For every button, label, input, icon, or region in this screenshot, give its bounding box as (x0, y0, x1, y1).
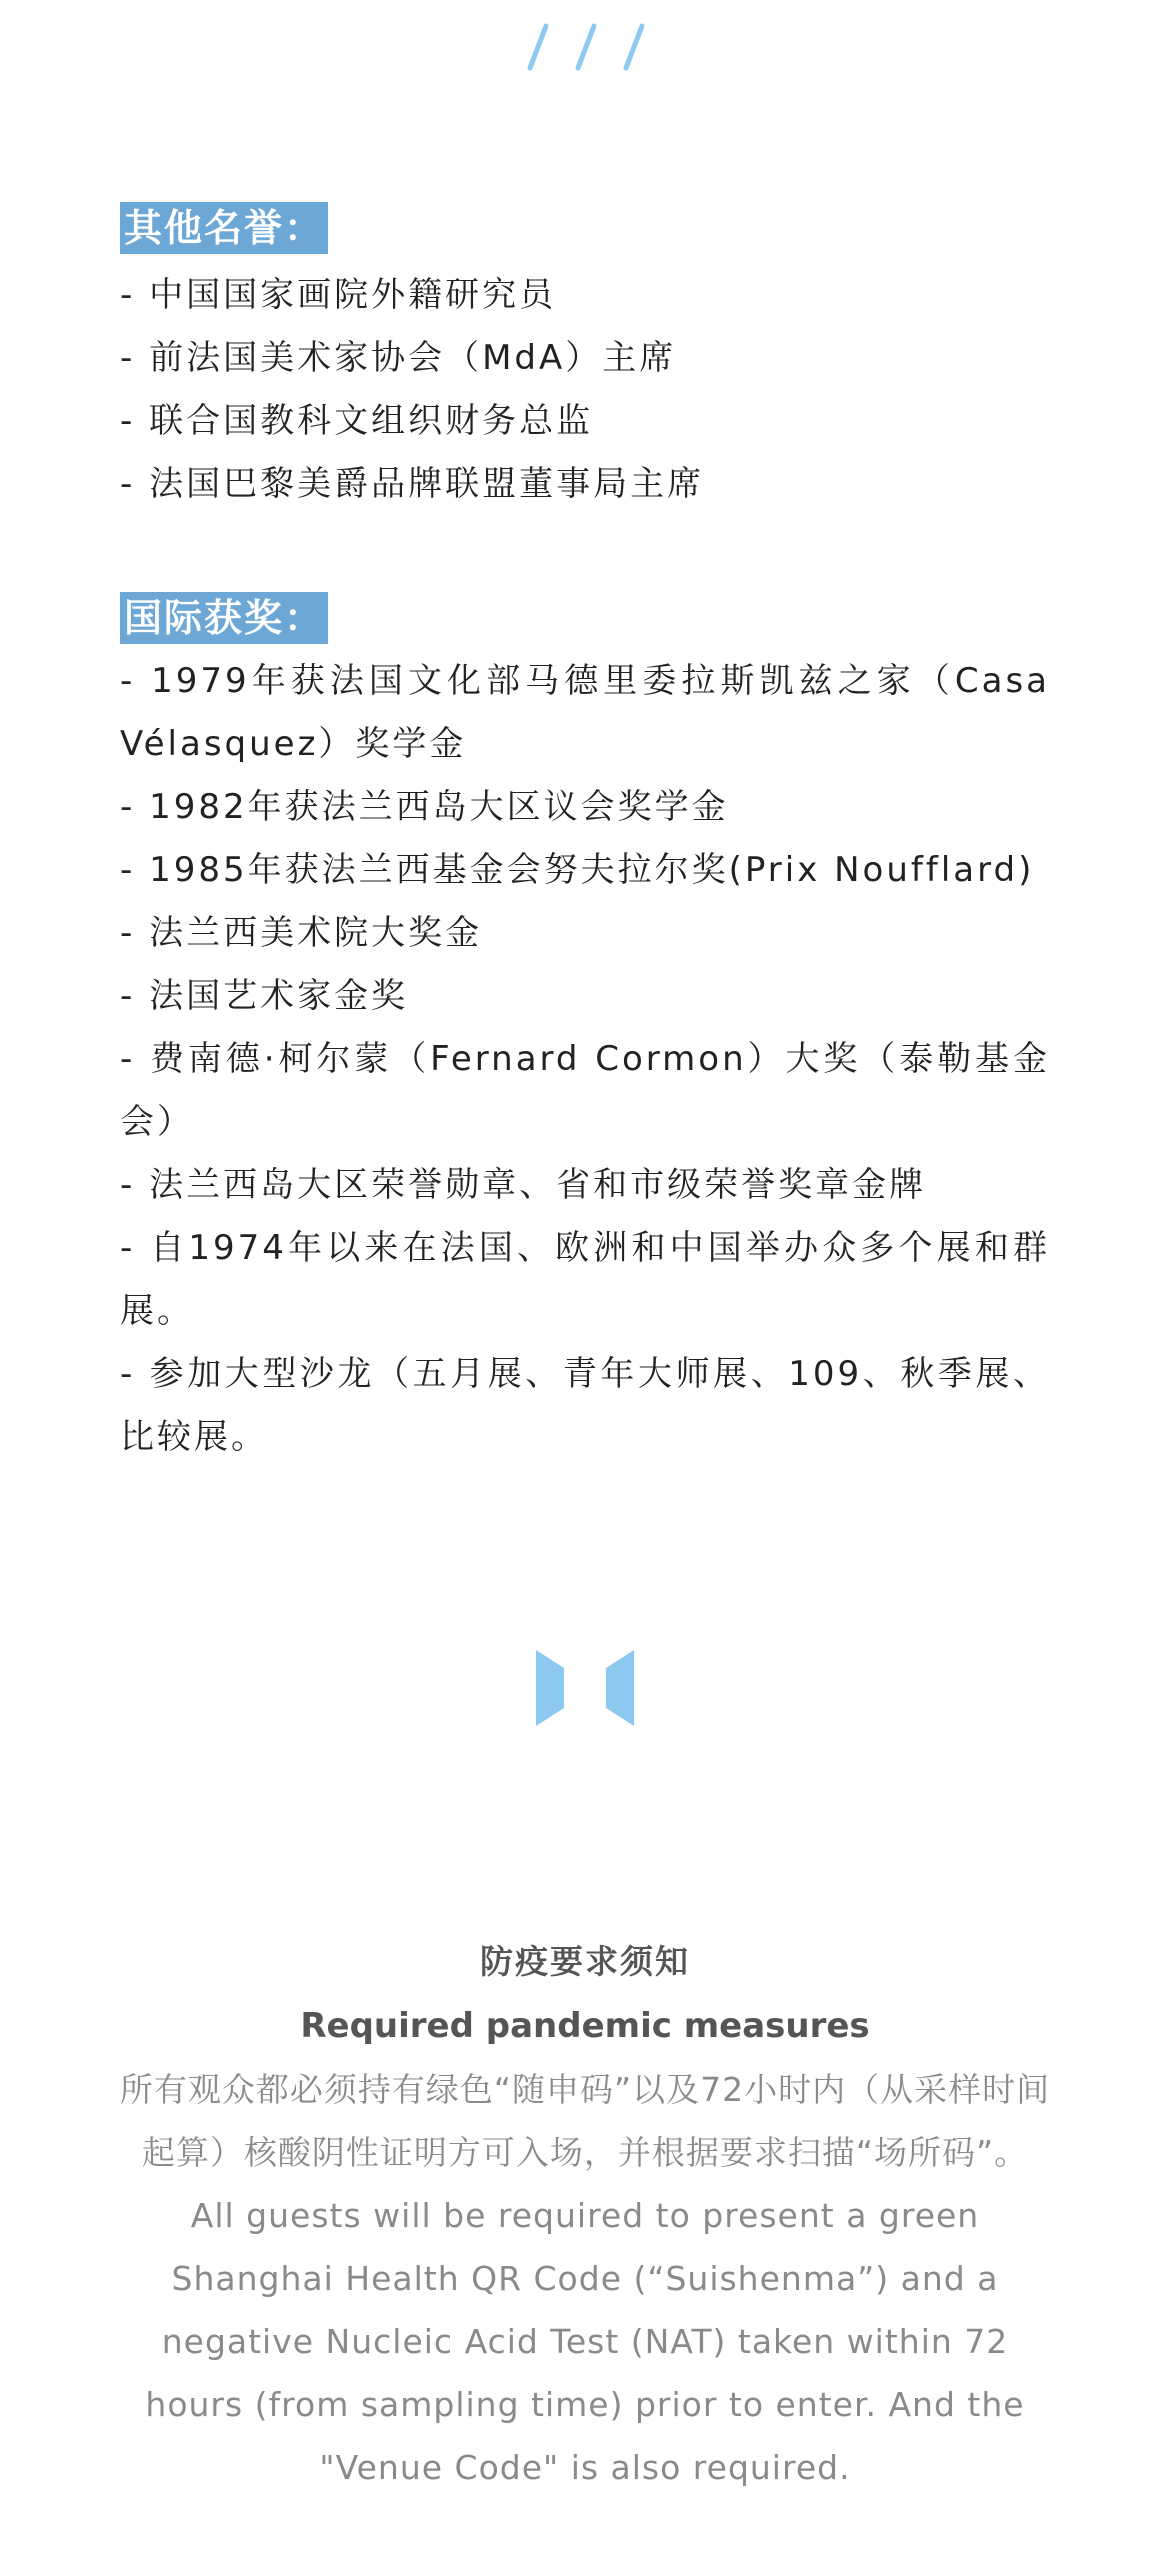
honor-item: - 法国巴黎美爵品牌联盟董事局主席 (120, 464, 705, 504)
award-item: - 法兰西岛大区荣誉勋章、省和市级荣誉奖章金牌 (120, 1165, 927, 1205)
slash-mark (626, 26, 642, 68)
award-item: - 参加大型沙龙（五月展、青年大师展、109、秋季展、比较展。 (120, 1354, 1050, 1457)
notice-title-cn: 防疫要求须知 (480, 1942, 690, 1981)
slash-divider-decoration (0, 22, 1170, 72)
honors-heading: 其他名誉： (120, 202, 328, 254)
awards-heading: 国际获奖： (120, 592, 328, 644)
notice-body-en: All guests will be required to present a green Shanghai Health QR Code (“Suishenma”) and a negative Nucleic Acid Test (NAT) taken within 72 hours (from sampling time) prior to enter. And the "Venue Code" is also required. (145, 2196, 1025, 2487)
right-wedge (606, 1650, 634, 1726)
honor-item: - 联合国教科文组织财务总监 (120, 401, 594, 441)
award-item: - 1979年获法国文化部马德里委拉斯凯兹之家（Casa Vélasquez）奖学金 (120, 661, 1050, 764)
notice-body-cn: 所有观众都必须持有绿色“随申码”以及72小时内（从采样时间起算）核酸阴性证明方可入场，并根据要求扫描“场所码”。 (119, 2070, 1051, 2172)
slash-mark (578, 26, 594, 68)
award-item: - 1985年获法兰西基金会努夫拉尔奖(Prix Noufflard) (120, 850, 1035, 890)
pandemic-notice (110, 1930, 1060, 2499)
award-item: - 费南德·柯尔蒙（Fernard Cormon）大奖（泰勒基金会） (120, 1039, 1050, 1142)
slash-mark (530, 26, 546, 68)
honor-item: - 中国国家画院外籍研究员 (120, 275, 557, 315)
award-item: - 法兰西美术院大奖金 (120, 913, 483, 953)
awards-section (120, 592, 1050, 1469)
notice-title-en: Required pandemic measures (300, 2006, 870, 2046)
award-item: - 1982年获法兰西岛大区议会奖学金 (120, 787, 729, 827)
left-wedge (536, 1650, 564, 1726)
honor-item: - 前法国美术家协会（MdA）主席 (120, 338, 677, 378)
award-item: - 自1974年以来在法国、欧洲和中国举办众多个展和群展。 (120, 1228, 1050, 1331)
honors-section (120, 202, 1050, 516)
bowtie-divider-decoration (530, 1648, 640, 1728)
award-item: - 法国艺术家金奖 (120, 976, 409, 1016)
